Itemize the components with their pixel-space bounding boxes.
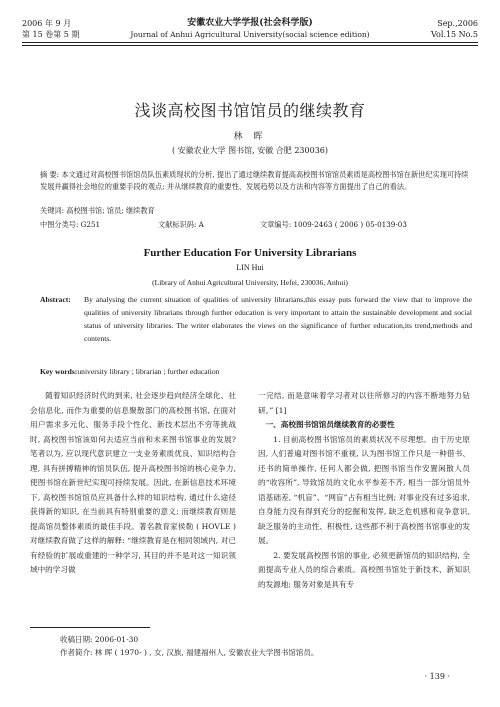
body-paragraph: 2. 要发展高校图书馆的事业, 必须更新馆员的知识结构, 全面提高专业人员的综合素质。高校图书馆处于新技术、新知识的发源地; 服务对象是具有专 [258, 550, 470, 589]
keywords-cn: 关键词: 高校图书馆; 馆员; 继续教育 [40, 206, 155, 215]
footnote-rule [30, 627, 150, 628]
header-issue-en: Vol.15 No.5 [431, 30, 478, 39]
author-en: LIN Hui [236, 263, 264, 272]
body-paragraph: 1. 目前高校图书馆馆员的素质状况不尽理想。由于历史原因, 人们普遍对图书馆不重视, 认为图书馆工作只是一种借书、还书的简单操作, 任何人都会做, 把图书馆当作安置闲散人员的“收容所”, 导致馆员的文化水平参差不齐, 相当一部分馆员外语基础差, “机盲”、“网盲”占有相当比例; 对事业没有过多追求, 自身能力没有得到充分的挖掘和发挥, 缺乏危机感和竞争意识, 缺乏服务的主动性、积极性, 这些都不利于高校图书馆事业的发展。 [258, 434, 470, 545]
article-title-en: Further Education For University Librarians [143, 247, 357, 259]
keywords-en [40, 367, 472, 376]
body-column-left [30, 389, 236, 578]
document-code: 文献标识码: A [158, 220, 204, 229]
keywords-en-label: Key words: [40, 367, 78, 376]
abstract-en-text: By analysing the current situation of qualities of university librarians,this essay puts forward the view that to improve the qualities of university librarians through further education is very important to attain the sustainable development and social status of university libraries. The writer elaborates the views on the significance of further education,its trend,methods and contents. [84, 295, 472, 343]
footnote-received: 收稿日期: 2006-01-30 [60, 635, 139, 644]
article-number: 文章编号: 1009-2463 ( 2006 ) 05-0139-03 [260, 220, 407, 229]
affiliation-cn: ( 安徽农业大学 图书馆, 安徽 合肥 230036) [171, 146, 329, 155]
author-cn: 林 晖 [233, 132, 267, 142]
article-title-cn: 浅谈高校图书馆馆员的继续教育 [134, 101, 366, 120]
keywords-en-text: university library ; librarian ; further education [77, 367, 220, 376]
header-date-en: Sep.,2006 [437, 19, 478, 28]
body-paragraph: 随着知识经济时代的到来, 社会逐步趋向经济全球化、社会信息化, 而作为重要的信息聚散部门的高校图书馆, 在面对用户需求多元化、服务手段个性化、新技术层出不穷等挑战时, 高校图书馆该如何去适应当前和未来图书馆事业的发展? 笔者以为, 应以现代意识建立一支业务素质优良、知识结构合理, 具有拼搏精神的馆员队伍, 提升高校图书馆的核心竞争力, 使图书馆在新世纪实现可持续发展。因此, 在新信息技术环境下, 高校图书馆馆员应具备什么样的知识结构, 通过什么途径获得新的知识, 在当前具有特别重要的意义; 而继续教育则是提高馆员整体素质的最佳手段。著名教育家侯勒 ( HOVLE ) 对继续教育做了这样的解释: “继续教育是在相同领域内, 对已有经验的扩展或重建的一种学习, 其目的并不是对这一知识领域中的学习做 [30, 391, 236, 574]
journal-title-cn: 安徽农业大学学报(社会科学版) [187, 18, 313, 28]
section-heading: 一、高校图书馆馆员继续教育的必要性 [265, 420, 395, 429]
footnote-author-bio: 作者简介: 林 晖 ( 1970- ) , 女, 汉族, 福建福州人, 安徽农业大学图书馆馆员。 [60, 648, 319, 657]
affiliation-en: (Library of Anhui Agricultural University, Hefei, 230036, Anhui) [152, 278, 348, 287]
abstract-cn: 摘 要: 本文通过对高校图书馆馆员队伍素质现状的分析, 提出了通过继续教育提高高校图书馆馆员素质是高校图书馆在新世纪实现可持续发展并赢得社会地位的重要手段的观点; 并从继续教育的重要性、发展趋势以及方法和内容等方面提出了自己的看法。 [40, 170, 469, 191]
header-rule-thin [22, 45, 478, 46]
clc-number: 中图分类号: G251 [40, 220, 101, 229]
body-paragraph: 一完结, 而是意味着学习者对以往所修习的内容不断地努力钻研。” [1] [258, 391, 470, 415]
page-number: · 139 · [424, 672, 450, 681]
header-center [110, 18, 390, 40]
journal-title-en: Journal of Anhui Agricultural University(social science edition) [130, 30, 370, 39]
header-rule-thick [22, 42, 478, 43]
header-issue-cn: 第 15 卷第 5 期 [22, 30, 80, 39]
body-column-right [258, 389, 470, 592]
abstract-en [40, 293, 472, 345]
header-left [22, 18, 79, 40]
header-right [431, 18, 478, 40]
header-date-cn: 2006 年 9 月 [22, 19, 72, 28]
abstract-en-label: Abstract: [40, 295, 71, 304]
